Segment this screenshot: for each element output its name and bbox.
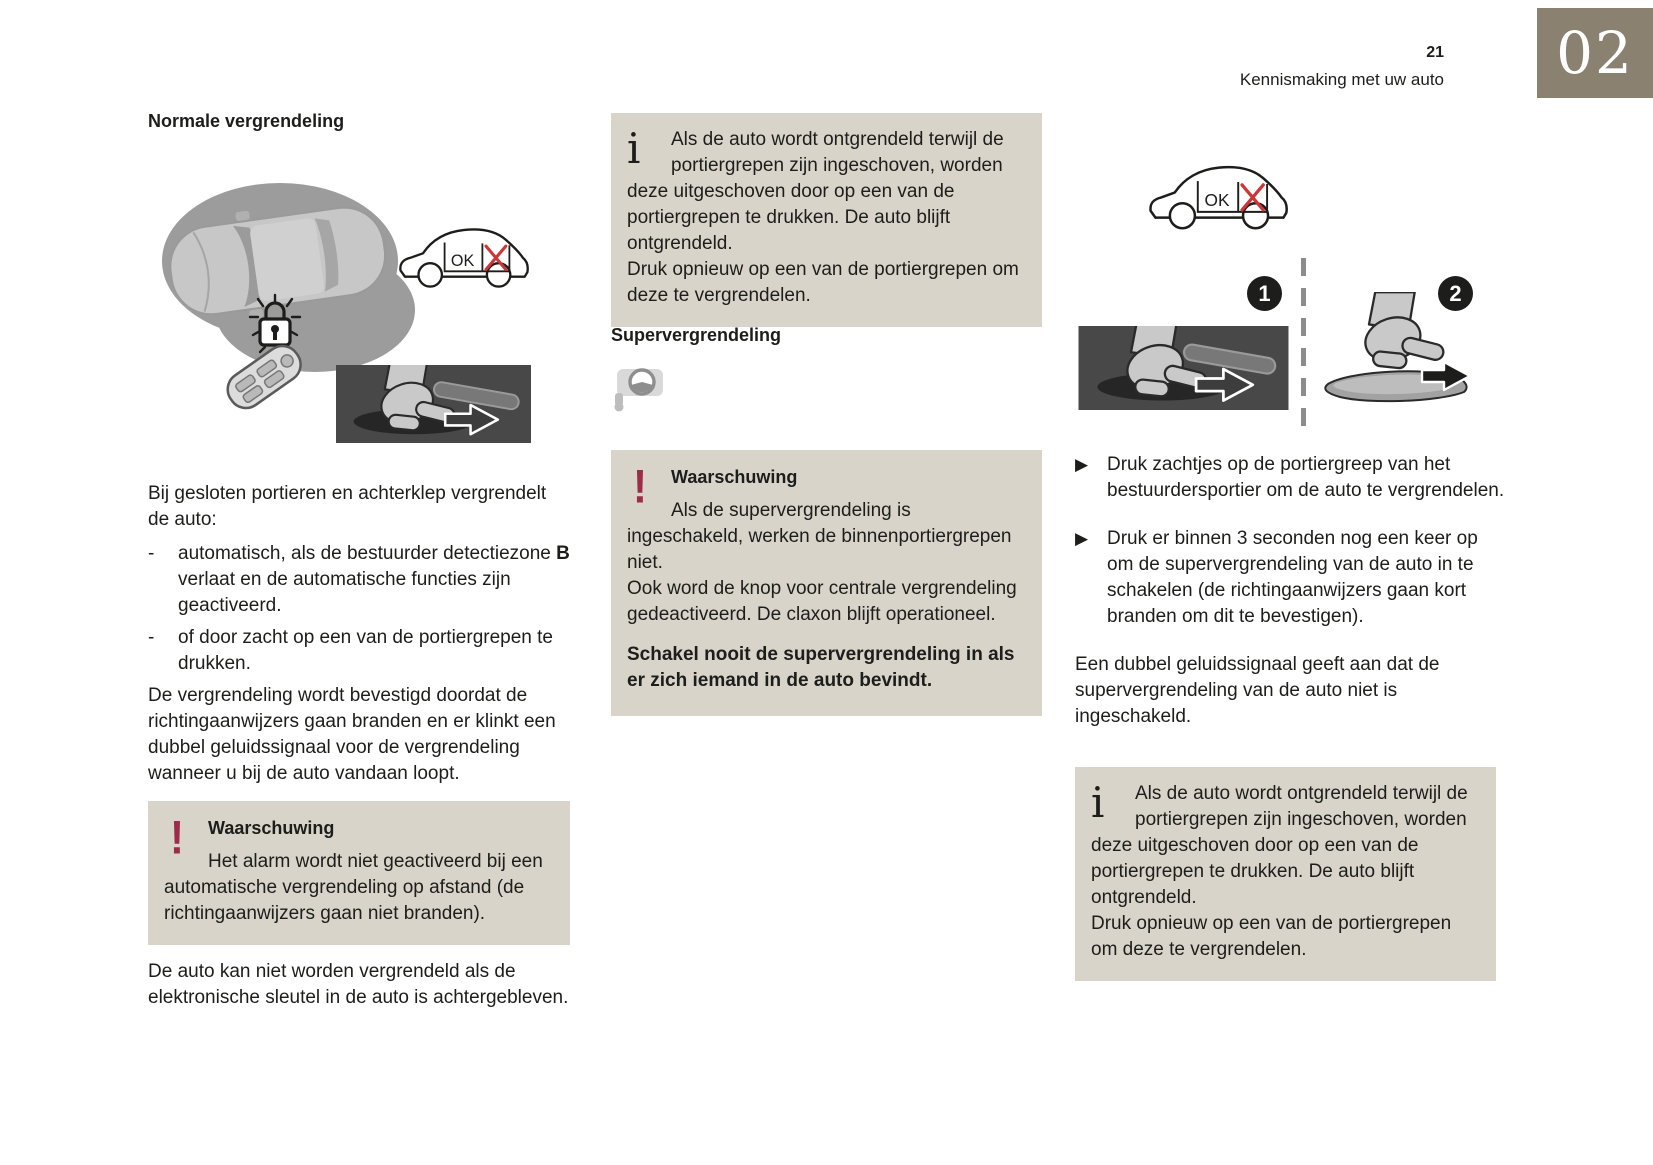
door-handle-press-illustration xyxy=(335,365,532,443)
section-heading-supervergrendeling: Supervergrendeling xyxy=(611,325,782,345)
right-paragraph: Een dubbel geluidssignaal geeft aan dat de supervergrendeling van de auto niet is ingeschakeld. xyxy=(1075,654,1440,727)
info-icon: i xyxy=(1091,778,1105,827)
warning-box-supervergrendeling xyxy=(611,450,1042,716)
warning-icon: ! xyxy=(170,810,184,864)
car-side-ok-x-figure xyxy=(1145,157,1291,234)
warning-bold-note: Schakel nooit de supervergrendeling in als er zich iemand in de auto bevindt. xyxy=(627,644,1015,691)
chapter-number: 02 xyxy=(1556,19,1634,87)
warning-body: Als de supervergrendeling is ingeschakeld, werken de binnenportiergrepen niet. Ook word de knop voor centrale vergrendeling gedeactiveerd. De claxon blijft operationeel. xyxy=(627,500,1017,625)
list-item: ▶ Druk zachtjes op de portiergreep van het bestuurdersportier om de auto te vergrendelen. xyxy=(1075,452,1507,504)
info-icon: i xyxy=(627,124,641,173)
car-side-ok-x-figure xyxy=(395,220,532,292)
step-1-badge: 1 xyxy=(1247,276,1282,311)
step-2-badge: 2 xyxy=(1438,276,1473,311)
section-heading-normale-vergrendeling: Normale vergrendeling xyxy=(148,111,345,131)
left-paragraph: De vergrendeling wordt bevestigd doordat de richtingaanwijzers gaan branden en er klinkt een dubbel geluidssignaal voor de vergrendeling wanneer u bij de auto vandaan loopt. xyxy=(148,685,556,784)
chapter-title: Kennismaking met uw auto xyxy=(1239,70,1444,89)
dash-marker: - xyxy=(148,543,155,564)
info-box xyxy=(1075,767,1496,981)
door-handle-pull-illustration xyxy=(1318,292,1474,410)
triangle-bullet-icon: ▶ xyxy=(1075,529,1089,548)
right-bullet-list xyxy=(1075,452,1507,630)
warning-title: Waarschuwing xyxy=(208,818,335,838)
chapter-number-box xyxy=(1537,8,1653,98)
warning-icon: ! xyxy=(633,459,647,513)
warning-box xyxy=(148,801,570,945)
dashed-divider xyxy=(1301,258,1306,430)
left-bullet-list xyxy=(148,541,570,677)
steering-wheel-key-icon xyxy=(611,366,667,412)
triangle-bullet-icon: ▶ xyxy=(1075,455,1089,474)
info-text: Als de auto wordt ontgrendeld terwijl de portiergrepen zijn ingeschoven, worden deze uitgeschoven door op een van de portiergrepen te drukken. De auto blijft ontgrendeld. Druk opnieuw op een van de portiergrepen om deze te vergrendelen. xyxy=(1091,783,1468,960)
warning-title: Waarschuwing xyxy=(671,467,798,487)
list-item: ▶ Druk er binnen 3 seconden nog een keer op om de supervergrendeling van de auto in te schakelen (de richtingaanwijzers gaan kort branden om dit te bevestigen). xyxy=(1075,526,1507,630)
warning-body: Het alarm wordt niet geactiveerd bij een automatische vergrendeling op afstand (de richtingaanwijzers gaan niet branden). xyxy=(164,851,543,924)
dash-marker: - xyxy=(148,627,155,648)
list-item: - of door zacht op een van de portiergrepen te drukken. xyxy=(148,625,570,677)
info-box xyxy=(611,113,1042,327)
list-item: - automatisch, als de bestuurder detectiezone B verlaat en de automatische functies zijn geactiveerd. xyxy=(148,541,570,619)
door-handle-press-illustration xyxy=(1078,326,1289,410)
page-number: 21 xyxy=(1426,44,1444,61)
left-intro: Bij gesloten portieren en achterklep vergrendelt de auto: xyxy=(148,483,547,530)
left-paragraph-2: De auto kan niet worden vergrendeld als de elektronische sleutel in de auto is achtergebleven. xyxy=(148,961,569,1008)
info-text: Als de auto wordt ontgrendeld terwijl de portiergrepen zijn ingeschoven, worden deze uitgeschoven door op een van de portiergrepen te drukken. De auto blijft ontgrendeld. Druk opnieuw op een van de portiergrepen om deze te vergrendelen. xyxy=(627,129,1019,306)
